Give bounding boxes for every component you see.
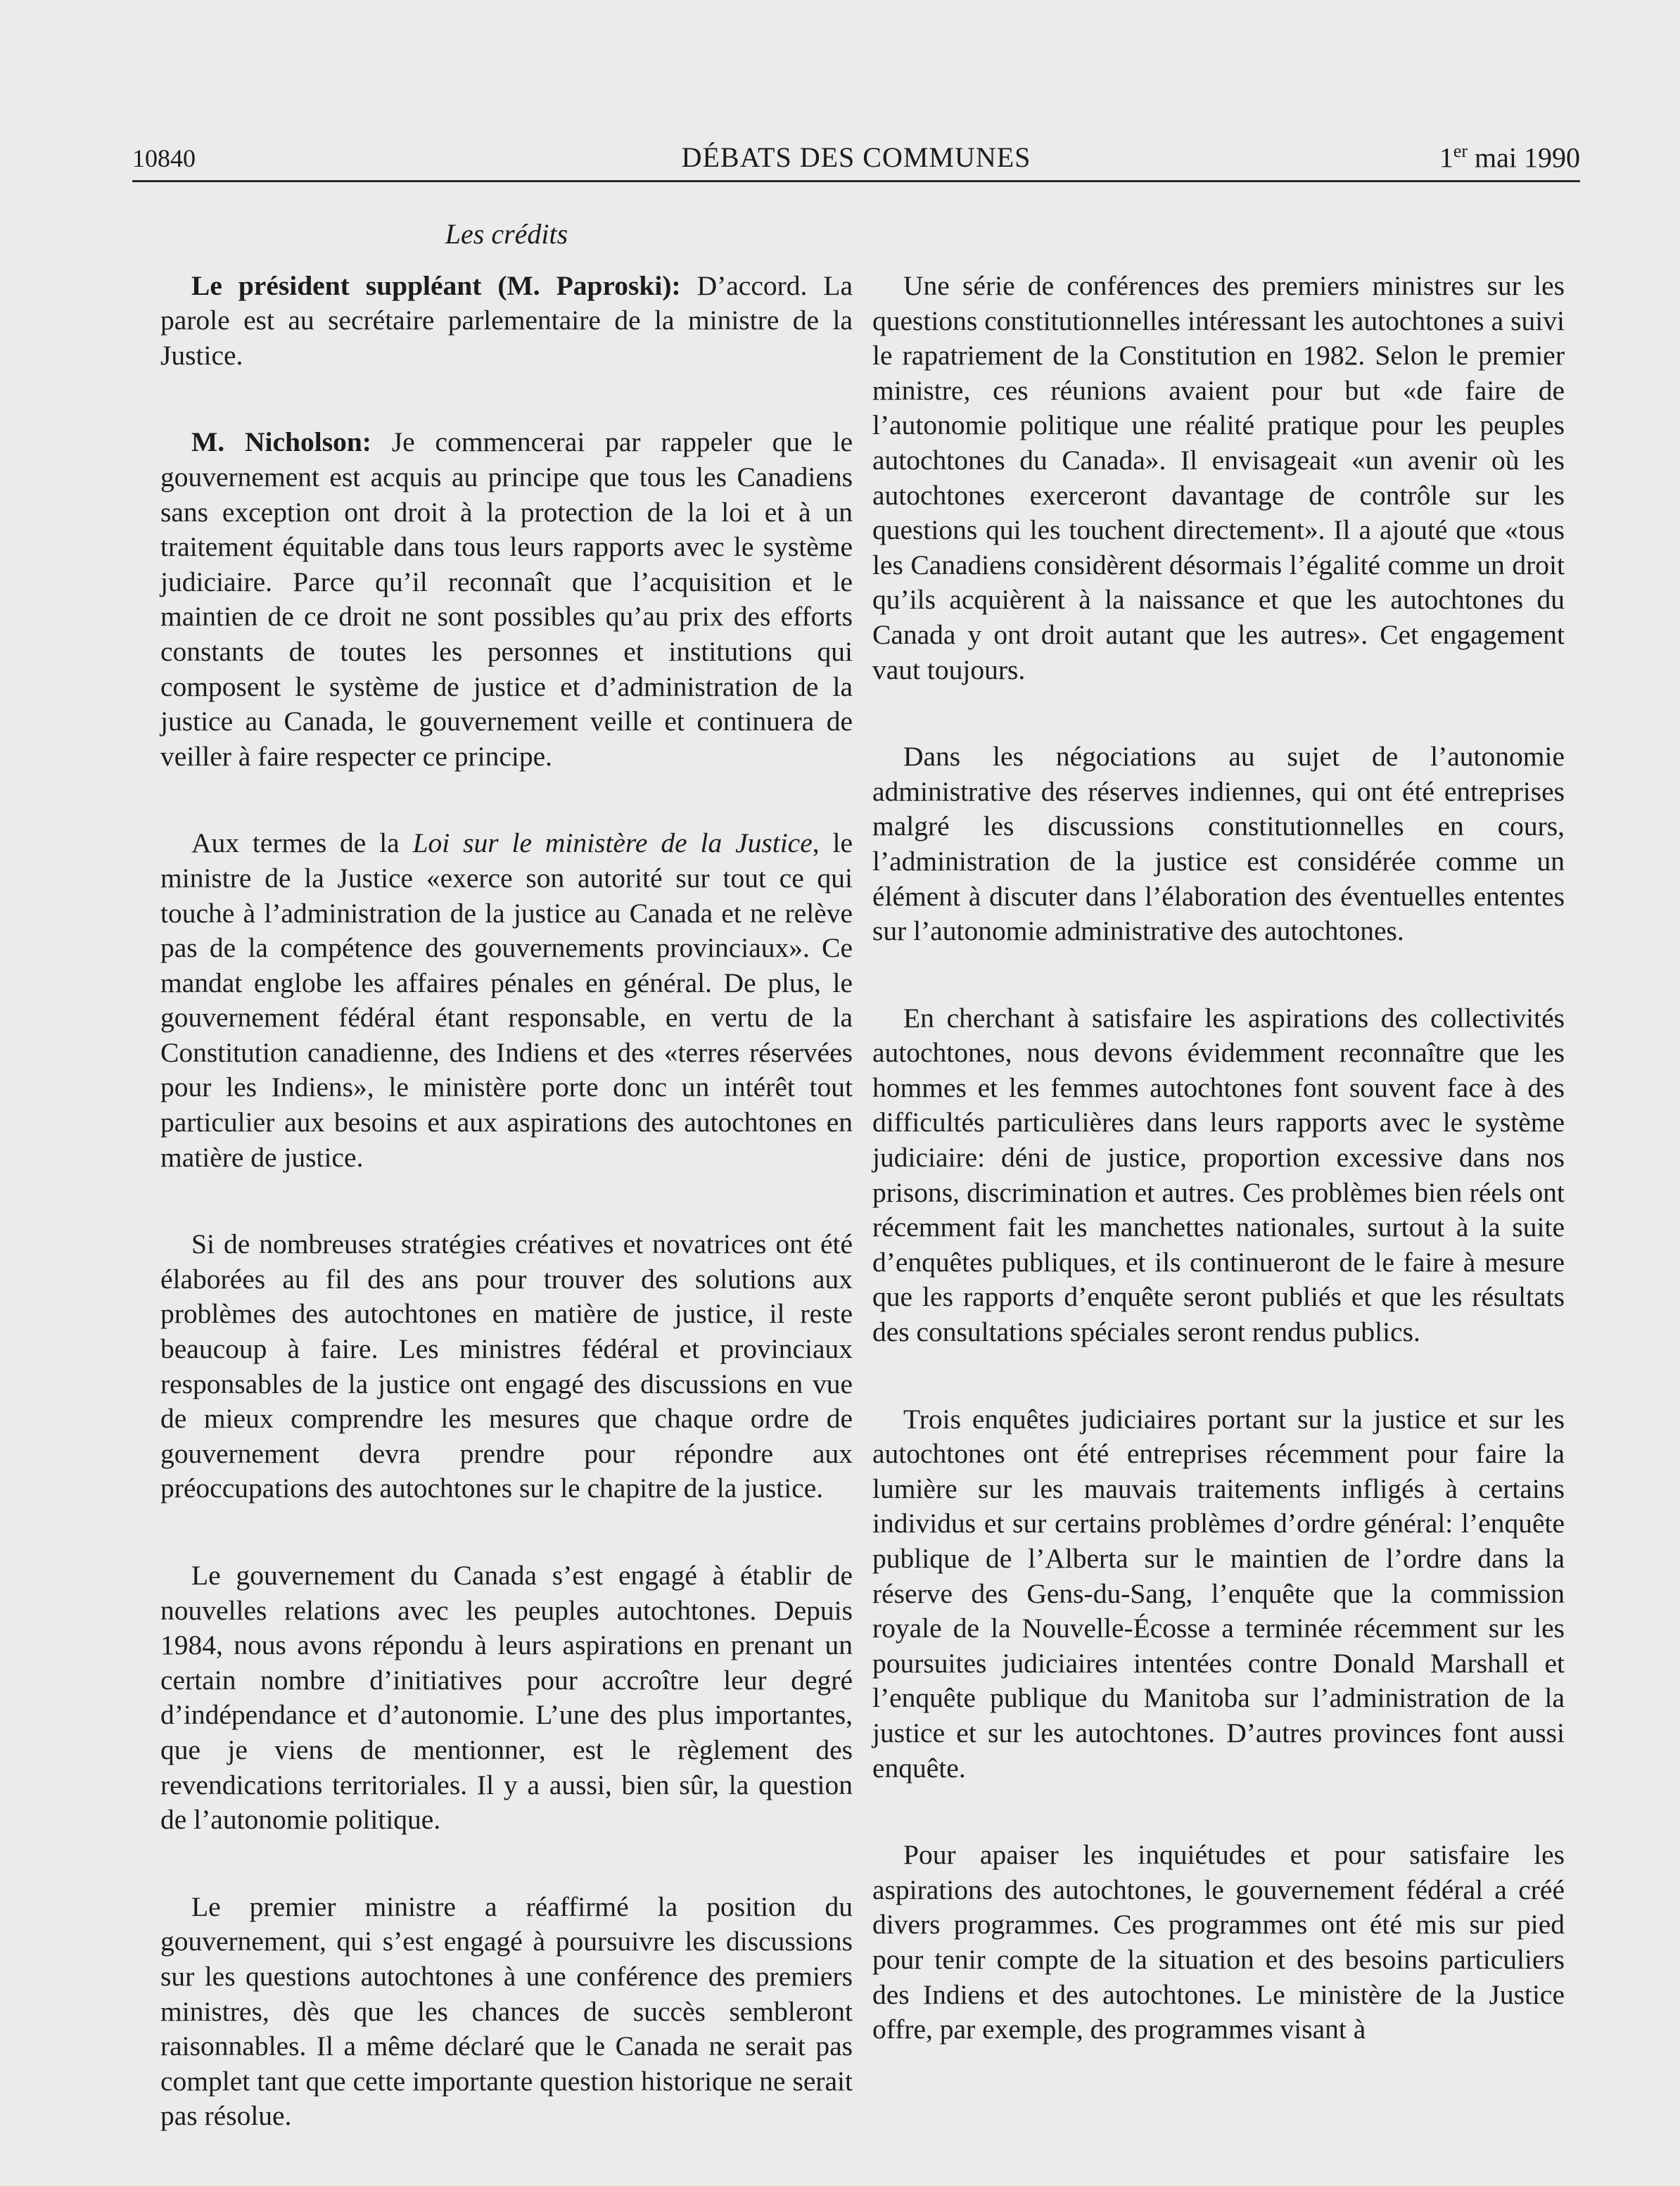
act-title: Loi sur le ministère de la Justice [412,827,813,859]
paragraph [160,1227,853,1506]
date-ordinal: er [1453,141,1468,161]
paragraph: Trois enquêtes judiciaires portant sur la justice et sur les autochtones ont été entreprises récemment pour faire la lumière sur les mauvais traitements infligés à certains individus et sur certains problèmes d’ordre général: l’enquête publique de l’Alberta sur le maintien de l’ordre dans la réserve des Gens-du-Sang, l’enquête que la commission royale de la Nouvelle-Écosse a terminée récemment sur les poursuites judiciaires intentées contre Donald Marshall et l’enquête publique du Manitoba sur l’administration de la justice et sur les autochtones. D’autres provinces font aussi enquête. [872,1403,1565,1784]
section-title: Les crédits [445,218,568,250]
paragraph [160,1558,853,1838]
paragraph: Dans les négociations au sujet de l’autonomie administrative des réserves indiennes, qui ont été entreprises malgré les discussions constitutionnelles en cours, l’administration de la justice est considérée comme un élément à discuter dans l’élaboration des éventuelles ententes sur l’autonomie administrative des autochtones. [872,741,1565,947]
issue-date [1439,141,1580,174]
paragraph [160,425,853,774]
publication-title: DÉBATS DES COMMUNES [681,141,1031,173]
running-header [132,138,1580,180]
speaker-name: M. Nicholson: [191,426,371,458]
header-rule [132,180,1580,182]
right-column [872,269,1565,2099]
paragraph [160,1890,853,2134]
paragraph-text: Le gouvernement du Canada s’est engagé à établir de nouvelles relations avec les peuples autochtones. Depuis 1984, nous avons répondu à leurs aspirations en prenant un certain nombre d’initiatives pour accroître leur degré d’indépendance et d’autonomie. L’une des plus importantes, que je viens de mentionner, est le règlement des revendications territoriales. Il y a aussi, bien sûr, la question de l’autonomie politique. [160,1560,853,1836]
paragraph-text: Je commencerai par rappeler que le gouvernement est acquis au principe que tous les Canadiens sans exception ont droit à la protection de la loi et à un traitement équitable dans tous leurs rapports avec le système judiciaire. Parce qu’il reconnaît que l’acquisition et le maintien de ce droit ne sont possibles qu’au prix des efforts constants de toutes les personnes et institutions qui composent le système de justice et d’administration de la justice au Canada, le gouvernement veille et continuera de veiller à faire respecter ce principe. [160,426,853,772]
paragraph [160,826,853,1175]
paragraph-text: Aux termes de la [191,827,413,859]
speaker-name: Le président suppléant (M. Paproski): [191,269,681,301]
paragraph-text: Le premier ministre a réaffirmé la position du gouvernement, qui s’est engagé à poursuivre les discussions sur les questions autochtones à une conférence des premiers ministres, dès que les chances de succès sembleront raisonnables. Il a même déclaré que le Canada ne serait pas complet tant que cette importante question historique ne serait pas résolue. [160,1890,853,2132]
paragraph [160,269,853,374]
date-rest: mai 1990 [1468,141,1580,174]
left-column [160,204,853,2186]
paragraph-text: , le ministre de la Justice «exerce son autorité sur tout ce qui touche à l’administration de la justice au Canada et ne relève pas de la compétence des gouvernements provinciaux». Ce mandat englobe les affaires pénales en général. De plus, le gouvernement fédéral étant responsable, en vertu de la Constitution canadienne, des Indiens et des «terres réservées pour les Indiens», le ministère porte donc un intérêt tout particulier aux besoins et aux aspirations des autochtones en matière de justice. [160,827,853,1173]
paragraph-text: D’accord. La parole est au secrétaire parlementaire de la ministre de la Justice. [160,269,853,371]
page-number: 10840 [132,144,196,172]
paragraph: Pour apaiser les inquiétudes et pour satisfaire les aspirations des autochtones, le gouvernement fédéral a créé divers programmes. Ces programmes ont été mis sur pied pour tenir compte de la situation et des besoins particuliers des Indiens et des autochtones. Le ministère de la Justice offre, par exemple, des programmes visant à [872,1839,1565,2045]
paragraph-text: Si de nombreuses stratégies créatives et novatrices ont été élaborées au fil des ans pour trouver des solutions aux problèmes des autochtones en matière de justice, il reste beaucoup à faire. Les ministres fédéral et provinciaux responsables de la justice ont engagé des discussions en vue de mieux comprendre les mesures que chaque ordre de gouvernement devra prendre pour répondre aux préoccupations des autochtones sur le chapitre de la justice. [160,1228,853,1504]
paragraph: Une série de conférences des premiers ministres sur les questions constitutionnelles intéressant les autochtones a suivi le rapatriement de la Constitution en 1982. Selon le premier ministre, ces réunions avaient pour but «de faire de l’autonomie politique une réalité pratique pour les peuples autochtones du Canada». Il envisageait «un avenir où les autochtones exerceront davantage de contrôle sur les questions qui les touchent directement». Il a ajouté que «tous les Canadiens considèrent désormais l’égalité comme un droit qu’ils acquièrent à la naissance et que les autochtones du Canada y ont droit autant que les autres». Cet engagement vaut toujours. [872,270,1565,685]
paragraph: En cherchant à satisfaire les aspirations des collectivités autochtones, nous devons évidemment reconnaître que les hommes et les femmes autochtones font souvent face à des difficultés particulières dans leurs rapports avec le système judiciaire: déni de justice, proportion excessive dans nos prisons, discrimination et autres. Ces problèmes bien réels ont récemment fait les manchettes nationales, surtout à la suite d’enquêtes publiques, et ils continueront de le faire à mesure que les rapports d’enquête seront publiés et que les résultats des consultations spéciales seront rendus publics. [872,1002,1565,1348]
date-day: 1 [1439,141,1453,174]
